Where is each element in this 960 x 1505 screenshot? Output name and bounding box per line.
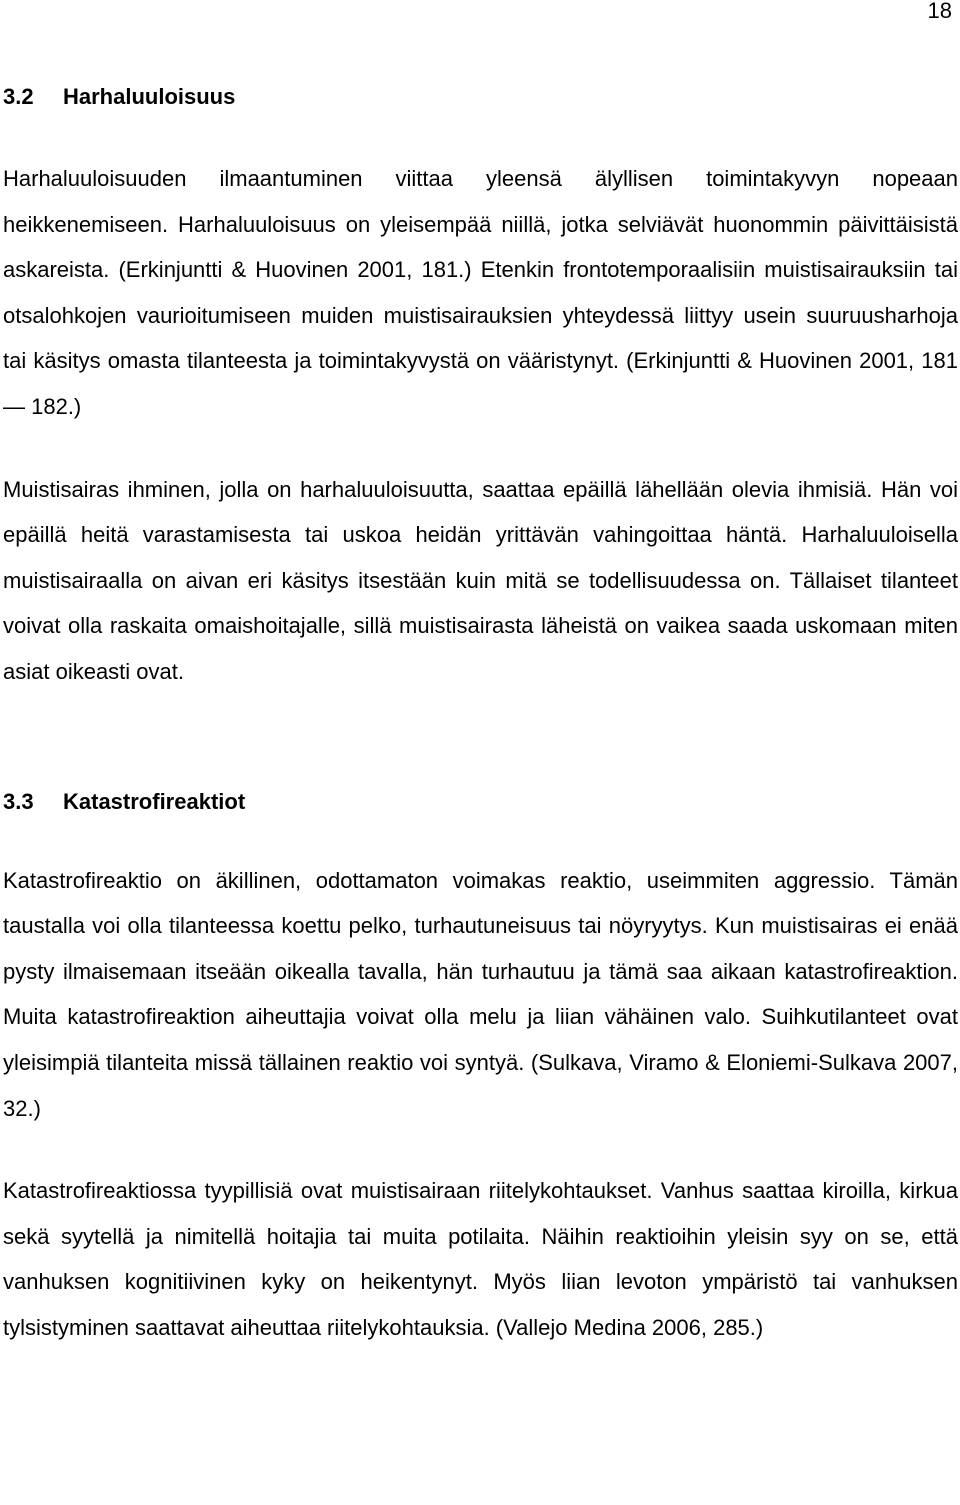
section-number: 3.2 xyxy=(3,84,34,109)
page-number: 18 xyxy=(927,0,952,23)
document-body xyxy=(3,84,958,1350)
section-number: 3.3 xyxy=(3,788,34,814)
paragraph: Katastrofireaktiossa tyypillisiä ovat muistisairaan riitelykohtaukset. Vanhus saattaa kiroilla, kirkua sekä syytellä ja nimitellä hoitajia tai muita potilaita. Näihin reaktioihin yleisin syy on se, että vanhuksen kognitiivinen kyky on heikentynyt. Myös liian levoton ympäristö tai vanhuksen tylsistyminen saattavat aiheuttaa riitelykohtauksia. (Vallejo Medina 2006, 285.) xyxy=(3,1178,958,1340)
paragraph: Harhaluuloisuuden ilmaantuminen viittaa yleensä älyllisen toimintakyvyn nopeaan heikkenemiseen. Harhaluuloisuus on yleisempää niillä, jotka selviävät huonommin päivittäisistä askareista. (Erkinjuntti & Huovinen 2001, 181.) Etenkin frontotemporaalisiin muistisairauksiin tai otsalohkojen vaurioitumiseen muiden muistisairauksien yhteydessä liittyy usein suuruusharhoja tai käsitys omasta tilanteesta ja toimintakyvystä on vääristynyt. (Erkinjuntti & Huovinen 2001, 181— 182.) xyxy=(3,166,958,419)
section-title: Katastrofireaktiot xyxy=(63,788,246,814)
paragraph: Muistisairas ihminen, jolla on harhaluuloisuutta, saattaa epäillä lähellään olevia ihmisiä. Hän voi epäillä heitä varastamisesta tai uskoa heidän yrittävän vahingoittaa häntä. Harhaluuloisella muistisairaalla on aivan eri käsitys itsestään kuin mitä se todellisuudessa on. Tällaiset tilanteet voivat olla raskaita omaishoitajalle, sillä muistisairasta läheistä on vaikea saada uskomaan miten asiat oikeasti ovat. xyxy=(3,476,958,684)
section-title: Harhaluuloisuus xyxy=(63,84,236,109)
section-heading xyxy=(3,84,958,110)
paragraph: Katastrofireaktio on äkillinen, odottamaton voimakas reaktio, useimmiten aggressio. Tämän taustalla voi olla tilanteessa koettu pelko, turhautuneisuus tai nöyryytys. Kun muistisairas ei enää pysty ilmaisemaan itseään oikealla tavalla, hän turhautuu ja tämä saa aikaan katastrofireaktion. Muita katastrofireaktion aiheuttajia voivat olla melu ja liian vähäinen valo. Suihkutilanteet ovat yleisimpiä tilanteita missä tällainen reaktio voi syntyä. (Sulkava, Viramo & Eloniemi-Sulkava 2007, 32.) xyxy=(3,867,958,1121)
section-heading xyxy=(3,789,958,815)
